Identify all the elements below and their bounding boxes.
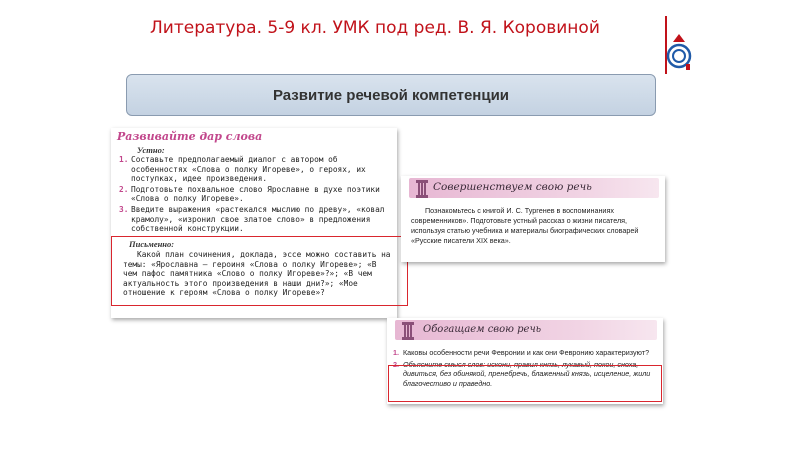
excerpt-heading: Развивайте дар слова: [117, 130, 263, 143]
item-number: 2.: [119, 184, 129, 194]
written-label: Письменно:: [129, 239, 175, 249]
item-text: Каковы особенности речи Февронии и как они Февронию характеризуют?: [403, 348, 650, 357]
heading-strip: [395, 320, 657, 340]
item-number: 3.: [119, 204, 129, 214]
textbook-excerpt-speech-gift: [111, 128, 397, 318]
list-item: [117, 185, 389, 204]
item-number: 2.: [393, 359, 399, 369]
textbook-excerpt-improve-speech: [401, 176, 665, 262]
publisher-logo-icon: [664, 14, 692, 76]
written-task-text: Какой план сочинения, доклада, эссе можно составить на темы: «Ярославна — героиня «Слова о полку Игореве»; «В чем пафос памятника «Слово о полку Игореве»?»; «В чем актуальность этого произведения в наши дни?»; «Мое отношение к героям «Слова о полку Игореве»?: [123, 250, 391, 298]
list-item: [117, 155, 389, 184]
excerpt-heading: Совершенствуем свою речь: [433, 181, 592, 193]
section-banner: [126, 74, 656, 116]
section-banner-text: Развитие речевой компетенции: [272, 86, 510, 104]
item-text: Составьте предполагаемый диалог с автором об особенностях «Слова о полку Игореве», о героях, их поступках, идее произведения.: [131, 155, 366, 184]
list-item: [393, 348, 657, 358]
column-pillar-icon: [401, 321, 415, 341]
column-pillar-icon: [415, 179, 429, 199]
highlight-frame: [388, 365, 662, 402]
item-text: Подготовьте похвальное слово Ярославне в духе поэтики «Слова о полку Игореве».: [131, 184, 380, 204]
oral-label: Устно:: [137, 145, 165, 155]
excerpt-text: Познакомьтесь с книгой И. С. Тургенев в воспоминаниях современников». Подготовьте устный рассказ о жизни писателя, используя статью учебника и материалы биографических словарей «Русские писатели XIX века».: [411, 206, 639, 245]
heading-strip: [409, 178, 659, 198]
excerpt-heading: Обогащаем свою речь: [423, 324, 542, 335]
textbook-excerpt-enrich-speech: [387, 318, 663, 404]
item-number: 1.: [119, 155, 129, 164]
item-text: Объясните смысл слов: искони, правил князь, лукавый, покои, сноха, дивиться, без обинякой, пренебречь, блаженный князь, исцеление, жили благочестиво и праведно.: [403, 359, 651, 388]
oral-tasks-list: [117, 155, 389, 235]
item-number: 1.: [393, 348, 399, 357]
item-text: Введите выражения «растекался мыслию по древу», «ковал крамолу», «изронил свое златое слово» в предложения собственной конструкции.: [131, 204, 385, 234]
list-item: [117, 205, 389, 234]
page-title: Литература. 5-9 кл. УМК под ред. В. Я. Коровиной: [150, 18, 600, 38]
highlight-frame: [111, 236, 408, 306]
